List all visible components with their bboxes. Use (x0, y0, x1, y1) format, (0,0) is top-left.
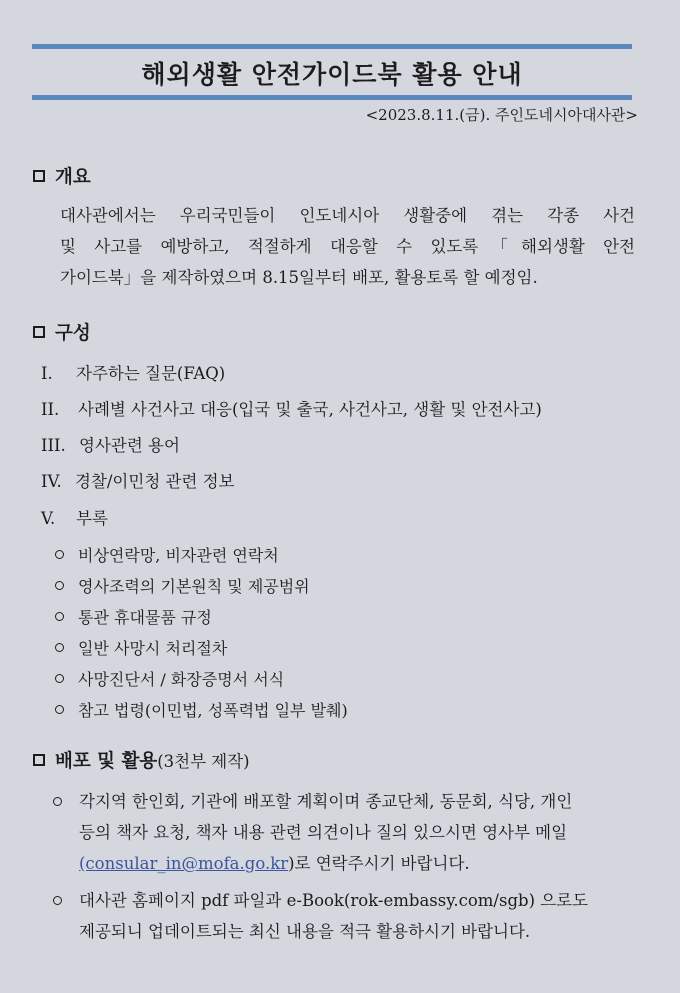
appendix-item: 영사조력의 기본원칙 및 제공범위 (55, 574, 310, 597)
overview-line-3: 가이드북」을 제작하였으며 8.15일부터 배포, 활용토록 할 예정임. (60, 268, 538, 287)
composition-item: II. 사례별 사건사고 대응(입국 및 출국, 사건사고, 생활 및 안전사고) (41, 400, 542, 419)
overview-line-1: 대사관에서는 우리국민들이 인도네시아 생활중에 겪는 각종 사건 (60, 206, 635, 225)
circle-bullet-icon (55, 674, 64, 683)
appendix-item: 참고 법령(이민법, 성폭력법 일부 발췌) (55, 698, 348, 721)
checkbox-square-icon (33, 754, 45, 766)
email-link[interactable]: (consular_in@mofa.go.kr (79, 854, 289, 873)
title-bottom-rule (32, 95, 632, 100)
circle-bullet-icon (53, 896, 62, 905)
section-distribution-heading: 배포 및 활용 (3천부 제작) (33, 747, 250, 773)
appendix-item: 일반 사망시 처리절차 (55, 636, 227, 659)
composition-item: V. 부록 (41, 509, 108, 528)
composition-item: III. 영사관련 용어 (41, 436, 180, 455)
circle-bullet-icon (55, 581, 64, 590)
circle-bullet-icon (53, 797, 62, 806)
section-composition-heading: 구성 (33, 319, 91, 345)
distribution-bullet-1: 각지역 한인회, 기관에 배포할 계획이며 종교단체, 동문회, 식당, 개인 등의 책자 요청, 책자 내용 관련 의견이나 질의 있으시면 영사부 메일 (consular_in@mofa.go.kr)로 연락주시기 바랍니다. (53, 786, 633, 879)
composition-item: I. 자주하는 질문(FAQ) (41, 364, 226, 383)
checkbox-square-icon (33, 170, 45, 182)
circle-bullet-icon (55, 643, 64, 652)
circle-bullet-icon (55, 550, 64, 559)
appendix-item: 사망진단서 / 화장증명서 서식 (55, 667, 284, 690)
date-line: <2023.8.11.(금). 주인도네시아대사관> (365, 106, 638, 124)
page-title: 해외생활 안전가이드북 활용 안내 (141, 60, 523, 89)
overview-line-2: 및 사고를 예방하고, 적절하게 대응할 수 있도록「해외생활 안전 (60, 237, 635, 256)
circle-bullet-icon (55, 705, 64, 714)
appendix-item: 비상연락망, 비자관련 연락처 (55, 543, 279, 566)
title-top-rule (32, 44, 632, 49)
composition-item: IV. 경찰/이민청 관련 정보 (41, 472, 235, 491)
section-overview-heading: 개요 (33, 163, 91, 189)
checkbox-square-icon (33, 326, 45, 338)
appendix-item: 통관 휴대물품 규정 (55, 605, 212, 628)
circle-bullet-icon (55, 612, 64, 621)
distribution-bullet-2: 대사관 홈페이지 pdf 파일과 e-Book(rok-embassy.com/sgb) 으로도 제공되니 업데이트되는 최신 내용을 적극 활용하시기 바랍니다. (53, 885, 633, 947)
